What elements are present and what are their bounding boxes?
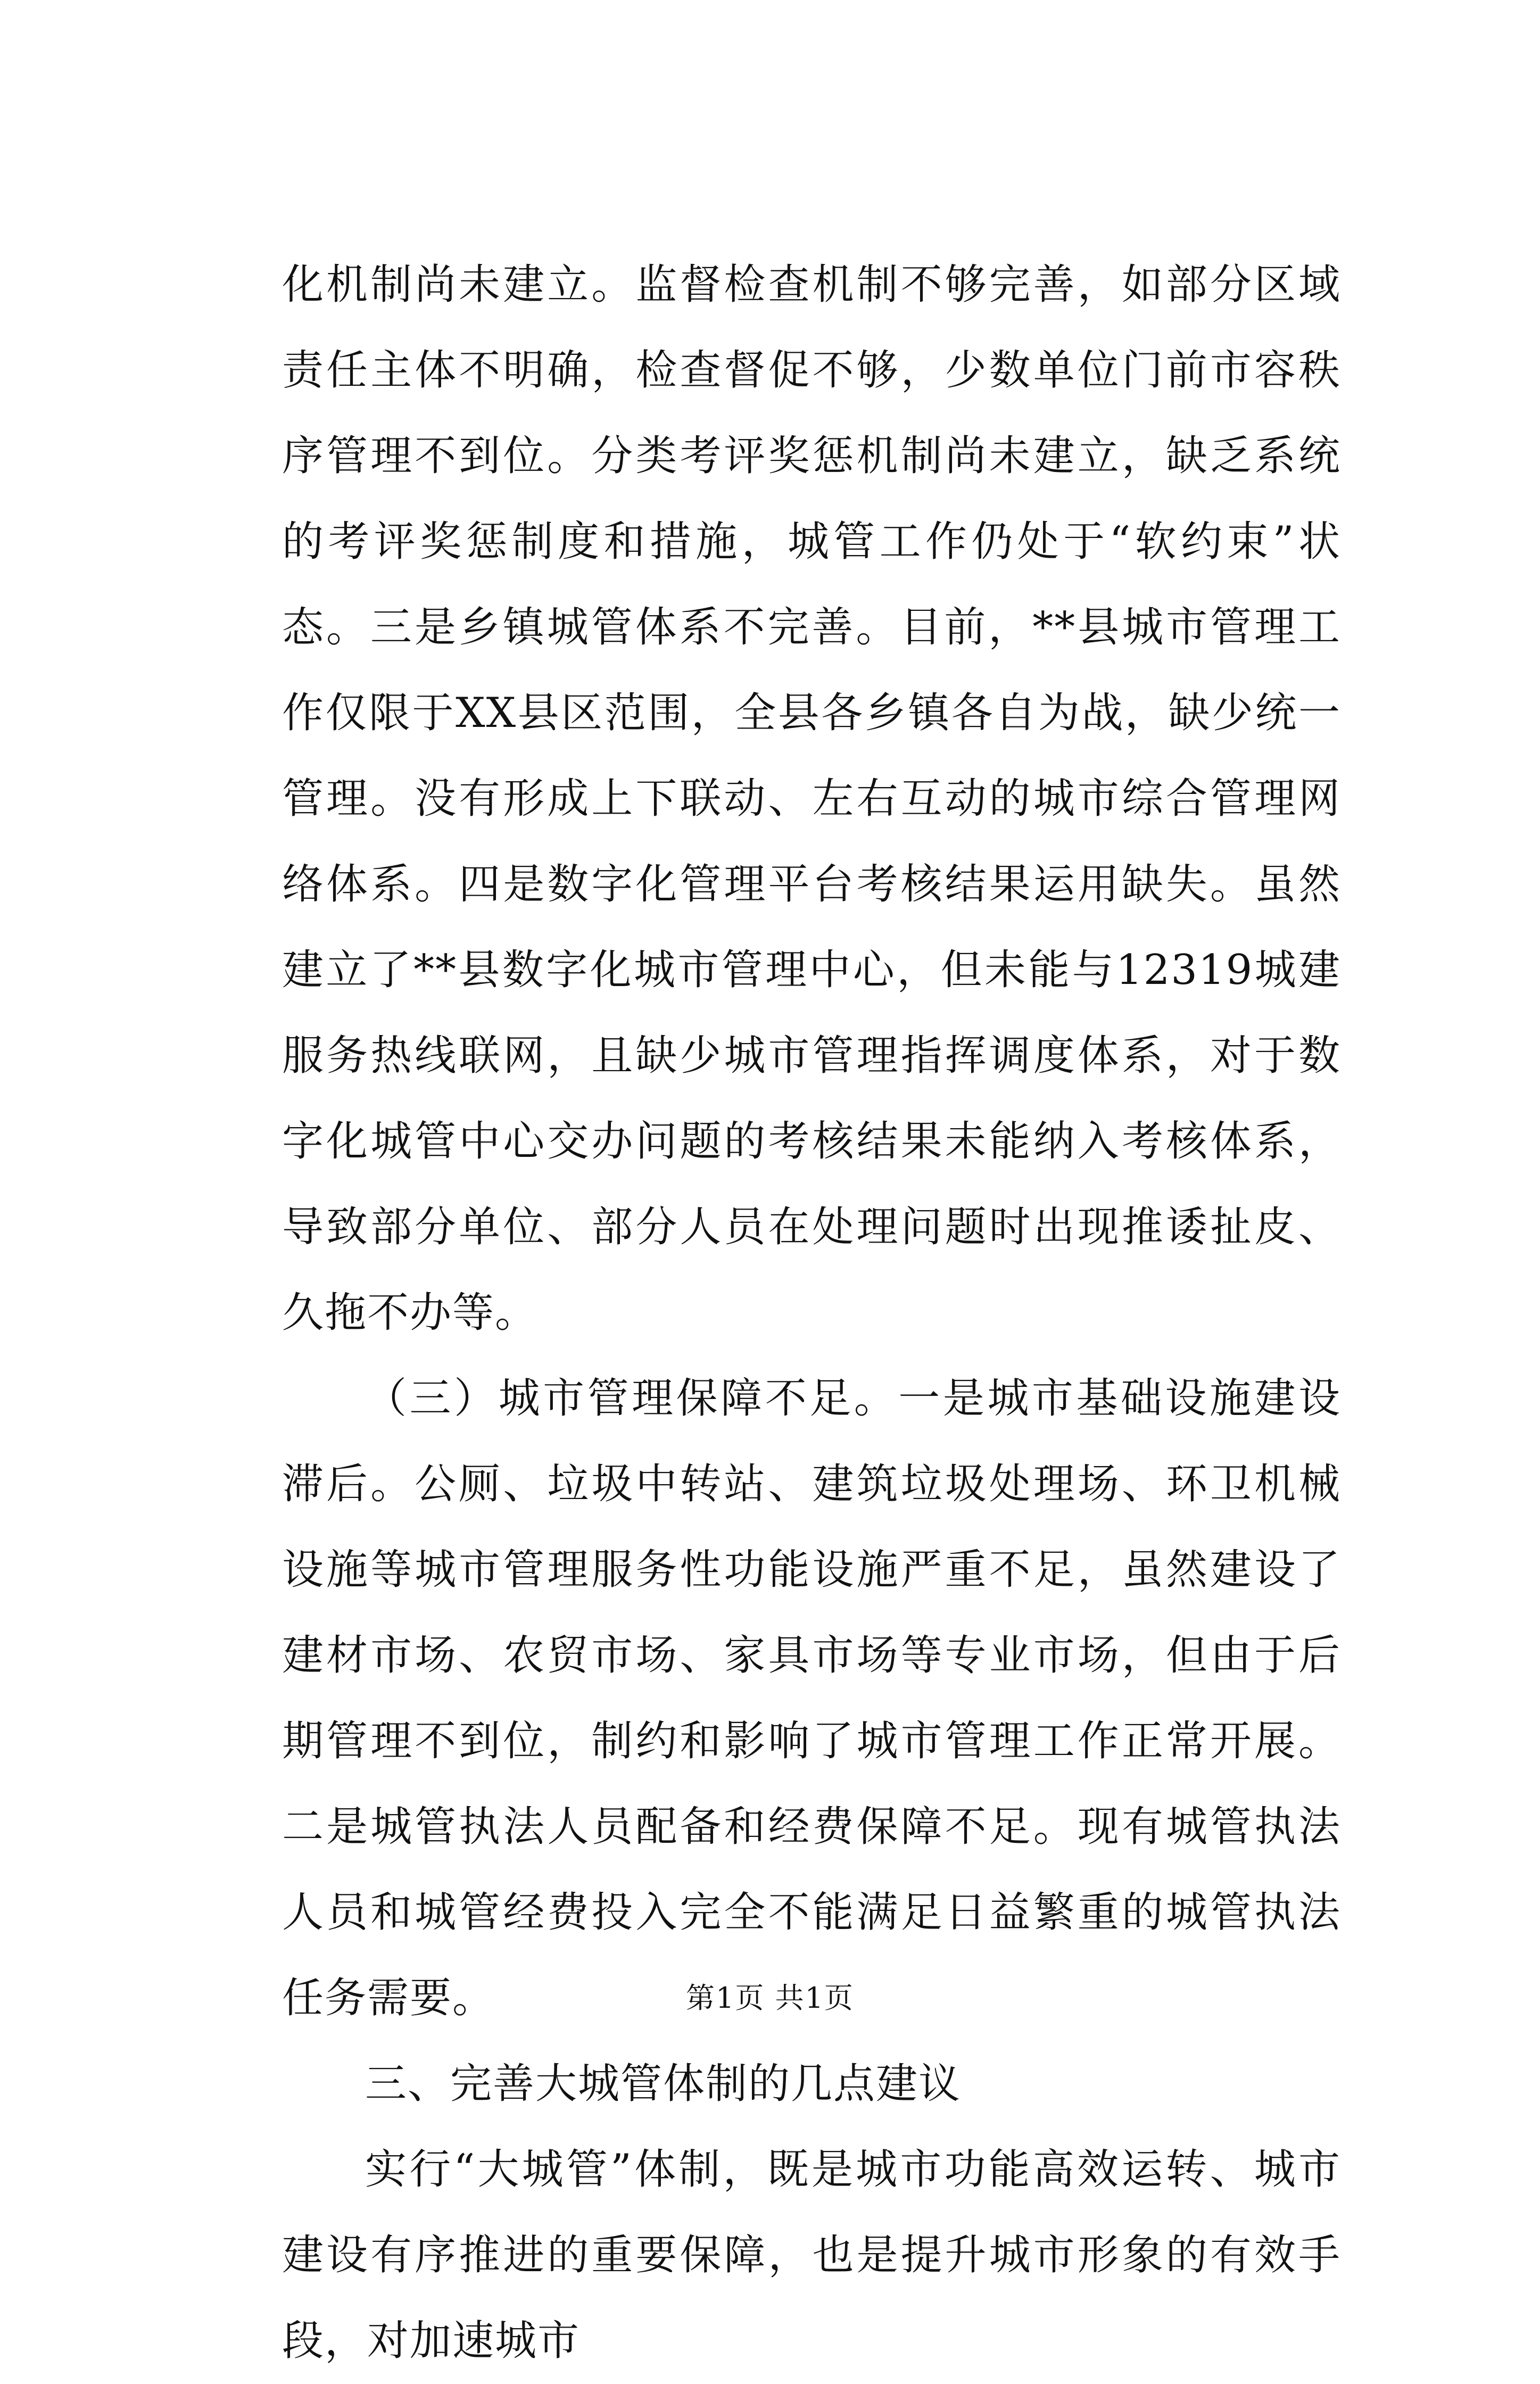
paragraph-continuation: 化机制尚未建立。监督检查机制不够完善，如部分区域责任主体不明确，检查督促不够，少数单位门前市容秩序管理不到位。分类考评奖惩机制尚未建立，缺乏系统的考评奖惩制度和措施，城管工作仍处于“软约束”状态。三是乡镇城管体系不完善。目前，**县城市管理工作仅限于XX县区范围，全县各乡镇各自为战，缺少统一管理。没有形成上下联动、左右互动的城市综合管理网络体系。四是数字化管理平台考核结果运用缺失。虽然建立了**县数字化城市管理中心，但未能与12319城建服务热线联网，且缺少城市管理指挥调度体系，对于数字化城管中心交办问题的考核结果未能纳入考核体系，导致部分单位、部分人员在处理问题时出现推诿扯皮、久拖不办等。: [282, 261, 1341, 1337]
document-body: [282, 242, 1341, 2384]
paragraph-section-three-guarantee: （三）城市管理保障不足。一是城市基础设施建设滞后。公厕、垃圾中转站、建筑垃圾处理场、环卫机械设施等城市管理服务性功能设施严重不足，虽然建设了建材市场、农贸市场、家具市场等专业市场，但由于后期管理不到位，制约和影响了城市管理工作正常开展。二是城管执法人员配备和经费保障不足。现有城管执法人员和城管经费投入完全不能满足日益繁重的城管执法任务需要。: [282, 1375, 1341, 2022]
paragraph-big-urban-management: 实行“大城管”体制，既是城市功能高效运转、城市建设有序推进的重要保障，也是提升城市形象的有效手段，对加速城市: [282, 2146, 1341, 2365]
section-heading-suggestions: 三、完善大城管体制的几点建议: [365, 2060, 962, 2108]
page-footer: 第1页 共1页: [686, 1981, 854, 2015]
